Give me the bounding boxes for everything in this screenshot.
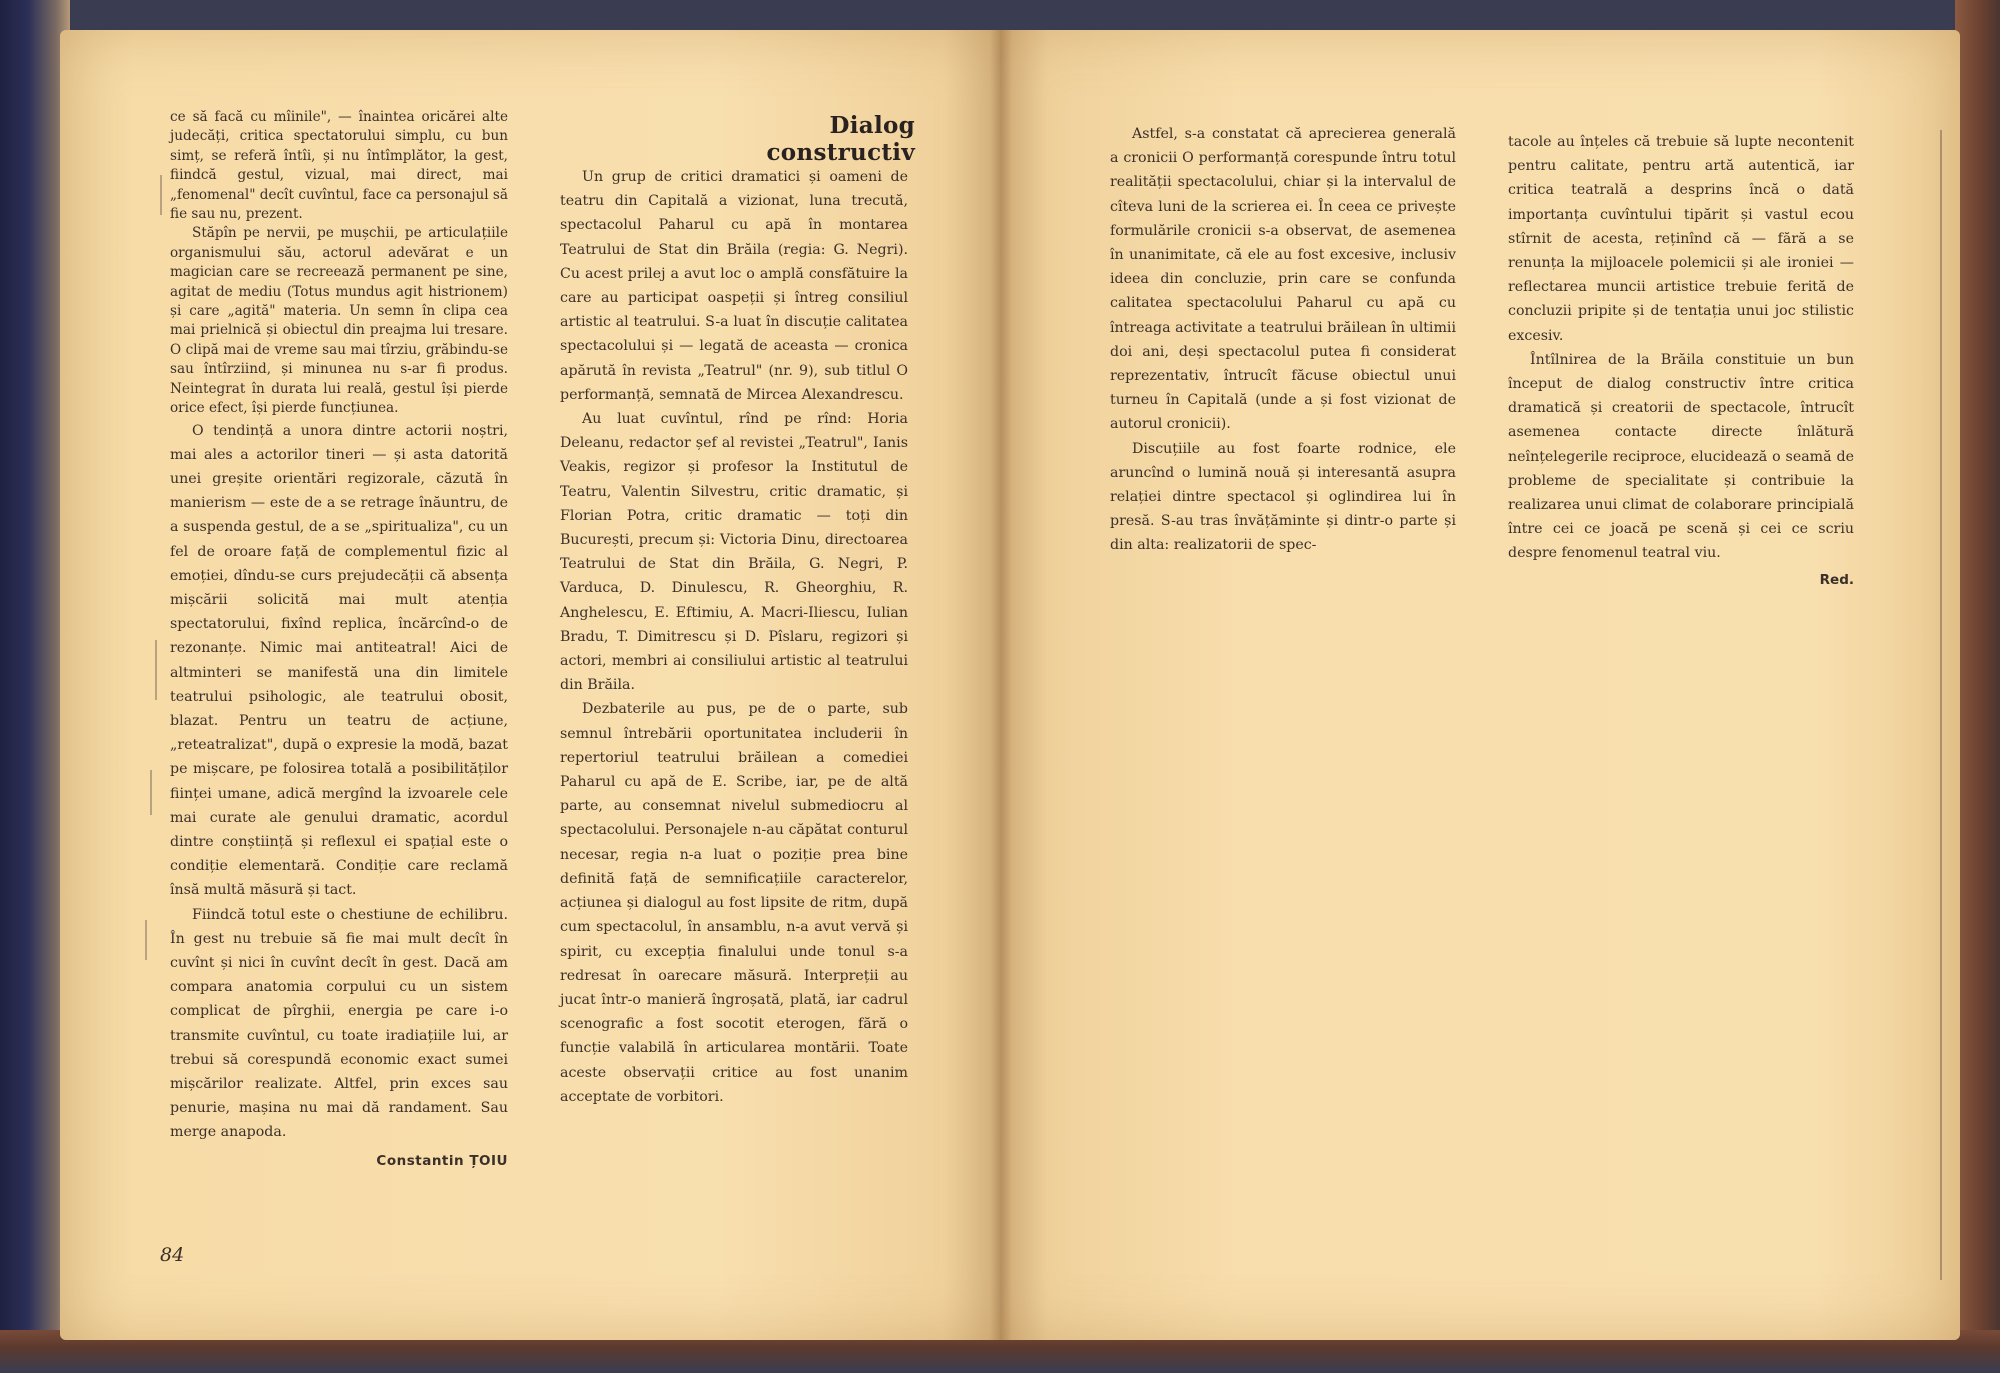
pencil-mark bbox=[150, 770, 152, 815]
right-column-1 bbox=[1110, 122, 1456, 558]
author-signature: Constantin ȚOIU bbox=[376, 1152, 508, 1169]
right-column-2 bbox=[1508, 130, 1854, 592]
paragraph: O tendință a unora dintre actorii noștri, mai ales a actorilor tineri — și asta datorită unei greșite orientări regizorale, căzută în manierism — este de a se retrage înăuntru, de a suspenda gestul, de a se „spiritualiza", cu un fel de oroare față de complementul fizic al emoției, dîndu-se curs prejudecății că absența mișcării solicită mai mult atenția spectatorului, fixînd replica, încărcînd-o de rezonanțe. Nimic mai antiteatral! Aici de altminteri se manifestă una din limitele teatrului psihologic, ale teatrului obosit, blazat. Pentru un teatru de acțiune, „reteatralizat", după o expresie la modă, bazat pe mișcare, pe folosirea totală a posibilităților ființei umane, adică mergînd la izvoarele cele mai curate ale genului dramatic, acordul dintre conștiință și reflexul ei spațial este o condiție elementară. Condiție care reclamă însă multă măsură și tact. bbox=[170, 422, 508, 899]
pencil-mark bbox=[155, 640, 157, 700]
paragraph: Un grup de critici dramatici și oameni de teatru din Capitală a vizionat, luna trecută, spectacolul Paharul cu apă în montarea Teatrului de Stat din Brăila (regia: G. Negri). Cu acest prilej a avut loc o amplă consfătuire la care au participat oaspeții și întreg consiliul artistic al teatrului. S-a luat în discuție calitatea spectacolului și — legată de aceasta — cronica apărută în revista „Teatrul" (nr. 9), sub titlul O performanță, semnată de Mircea Alexandrescu. bbox=[560, 169, 908, 403]
paragraph: Întîlnirea de la Brăila constituie un bun început de dialog constructiv între critica dramatică și creatorii de spectacole, întrucît asemenea contacte directe înlătură neînțelegerile reciproce, elucidează o seamă de probleme de specialitate și contribuie la realizarea unui climat de colaborare principială între cei ce joacă pe scenă și cei ce scriu despre fenomenul teatral viu. bbox=[1508, 351, 1854, 562]
pencil-mark bbox=[145, 920, 147, 960]
book-binding-right bbox=[1955, 0, 2000, 1373]
left-column bbox=[170, 108, 508, 1173]
paragraph: Stăpîn pe nervii, pe mușchii, pe articulațiile organismului său, actorul adevărat e un magician care se recreează permanent pe sine, agitat de mediu (Totus mundus agit histrionem) și care „agită" materia. Un semn în clipa cea mai prielnică și obiectul din preajma lui tresare. O clipă mai de vreme sau mai tîrziu, grăbindu-se sau întîrziind, și minunea nu s-ar fi produs. Neintegrat în durata lui reală, gestul își pierde orice efect, își pierde funcțiunea. bbox=[170, 225, 508, 417]
page-number: 84 bbox=[160, 1244, 185, 1266]
paragraph: Fiindcă totul este o chestiune de echilibru. În gest nu trebuie să fie mai mult decît în cuvînt și nici în cuvînt decît în gest. Dacă am compara anatomia corpului cu un sistem complicat de pîrghii, energia pe care i-o transmite cuvîntul, cu toate iradiațiile lui, ar trebui să corespundă economic exact sumei mișcărilor realizate. Altfel, prin exces sau penurie, mașina nu mai dă randament. Sau merge anapoda. bbox=[170, 906, 508, 1141]
editorial-signature: Red. bbox=[1819, 571, 1854, 588]
article-title: Dialog constructiv bbox=[766, 112, 915, 166]
paragraph: tacole au înțeles că trebuie să lupte necontenit pentru calitate, pentru artă autentică, iar critica teatrală a desprins încă o dată importanța cuvîntului tipărit și vastul ecou stîrnit de acesta, reținînd că — fără a se renunța la mijloacele polemicii și ale ironiei — reflectarea muncii artistice trebuie ferită de concluzii pripite și de tentația unui joc stilistic excesiv. bbox=[1508, 134, 1854, 344]
pencil-mark bbox=[160, 175, 162, 215]
paragraph: Discuțiile au fost foarte rodnice, ele aruncînd o lumină nouă și interesantă asupra relației dintre spectacol și oglindirea lui în presă. S-au tras învățăminte și dintr-o parte și din alta: realizatorii de spec- bbox=[1110, 440, 1456, 554]
paragraph: ce să facă cu mîinile", — înaintea oricărei alte judecăți, critica spectatorului simplu, cu bun simț, se referă întîi, și nu întîmplător, la gest, fiindcă gestul, vizual, mai direct, mai „fenomenal" decît cuvîntul, face ca personajul să fie sau nu, prezent. bbox=[170, 109, 508, 223]
paragraph: Astfel, s-a constatat că aprecierea generală a cronicii O performanță corespunde întru totul realității spectacolului, chiar și la intervalul de cîteva luni de la scrierea ei. În ceea ce privește formulările cronicii s-a observat, de asemenea în unanimitate, că ele au fost excesive, inclusiv ideea din concluzie, prin care se confunda calitatea spectacolului Paharul cu apă cu întreaga activitate a teatrului brăilean în ultimii doi ani, deși spectacolul putea fi considerat reprezentativ, întrucît făcuse obiectul unui turneu în Capitală (unde a și fost vizionat de autorul cronicii). bbox=[1110, 126, 1456, 433]
page-gutter bbox=[990, 30, 1012, 1340]
paragraph: Au luat cuvîntul, rînd pe rînd: Horia Deleanu, redactor șef al revistei „Teatrul", Ianis Veakis, regizor și profesor la Institutul de Teatru, Valentin Silvestru, critic dramatic, și Florian Potra, critic dramatic — toți din București, precum și: Victoria Dinu, directoarea Teatrului de Stat din Brăila, G. Negri, P. Varduca, D. Dinulescu, R. Gheorghiu, R. Anghelescu, E. Eftimiu, A. Macri-Iliescu, Iulian Bradu, T. Dimitrescu și D. Pîslaru, regizori și actori, membri ai consiliului artistic al teatrului din Brăila. bbox=[560, 411, 908, 694]
margin-line bbox=[1940, 130, 1942, 1280]
middle-column bbox=[560, 165, 908, 1109]
paragraph: Dezbaterile au pus, pe de o parte, sub semnul întrebării oportunitatea includerii în repertoriul teatrului brăilean a comediei Paharul cu apă de E. Scribe, iar, pe de altă parte, au consemnat nivelul submediocru al spectacolului. Personajele n-au căpătat conturul necesar, regia n-a luat o poziție prea bine definită față de semnificațiile caracterelor, acțiunea și dialogul au fost lipsite de ritm, după cum spectacolul, în ansamblu, n-a avut vervă și spirit, cu excepția finalului unde tonul s-a redresat în oarecare măsură. Interpreții au jucat într-o manieră îngroșată, plată, iar cadrul scenografic a fost socotit eterogen, fără o funcție valabilă în articularea montării. Toate aceste observații critice au fost unanim acceptate de vorbitori. bbox=[560, 701, 908, 1105]
